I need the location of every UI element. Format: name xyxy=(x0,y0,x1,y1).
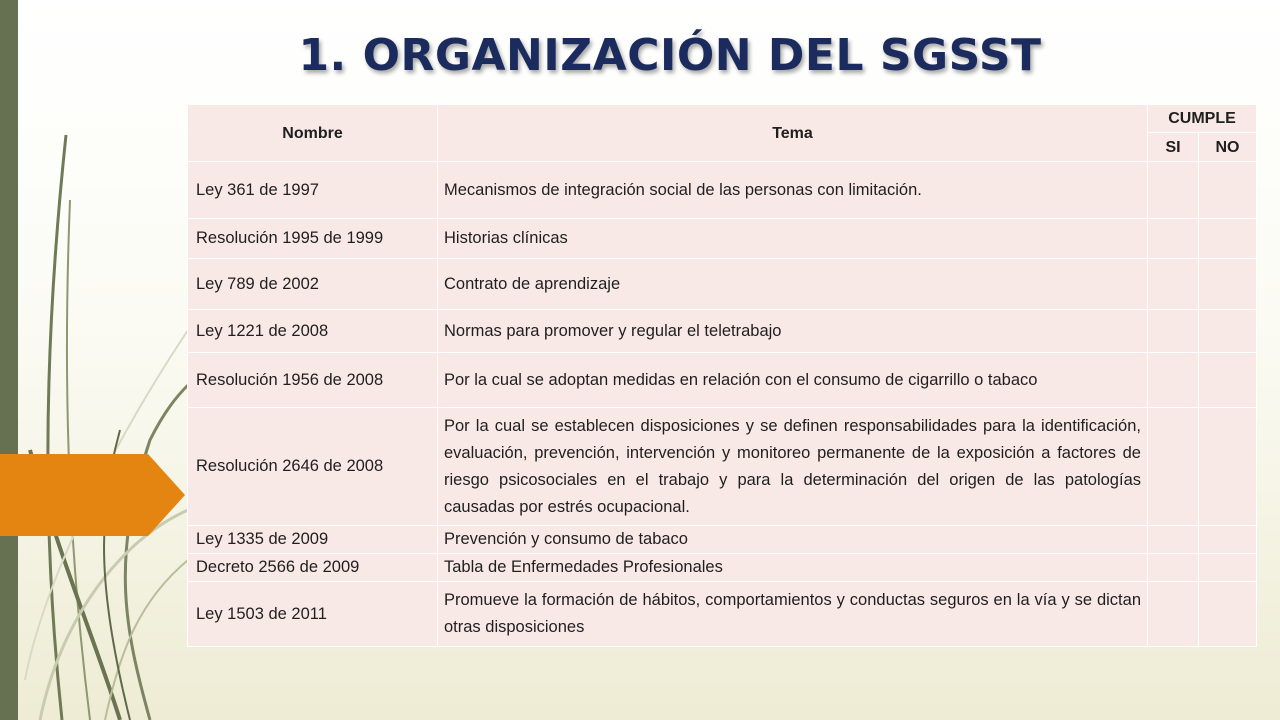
cell-nombre: Ley 1503 de 2011 xyxy=(188,582,438,647)
table-row xyxy=(188,526,1257,554)
cell-tema: Normas para promover y regular el teletrabajo xyxy=(438,310,1148,353)
cell-si xyxy=(1148,554,1199,582)
cell-tema: Mecanismos de integración social de las personas con limitación. xyxy=(438,162,1148,219)
cell-tema: Por la cual se establecen disposiciones y se definen responsabilidades para la identificación, evaluación, prevención, intervención y monitoreo permanente de la exposición a factores de riesgo psicosociales en el trabajo y para la determinación del origen de las patologías causadas por estrés ocupacional. xyxy=(438,408,1148,526)
cell-no xyxy=(1199,162,1257,219)
cell-si xyxy=(1148,259,1199,310)
cell-nombre: Resolución 1956 de 2008 xyxy=(188,353,438,408)
cell-si xyxy=(1148,353,1199,408)
cell-nombre: Ley 1335 de 2009 xyxy=(188,526,438,554)
cell-tema: Contrato de aprendizaje xyxy=(438,259,1148,310)
cell-si xyxy=(1148,526,1199,554)
cell-tema: Prevención y consumo de tabaco xyxy=(438,526,1148,554)
header-tema: Tema xyxy=(438,105,1148,162)
cell-nombre: Decreto 2566 de 2009 xyxy=(188,554,438,582)
cell-si xyxy=(1148,582,1199,647)
cell-si xyxy=(1148,408,1199,526)
cell-no xyxy=(1199,582,1257,647)
cell-nombre: Ley 789 de 2002 xyxy=(188,259,438,310)
cell-no xyxy=(1199,554,1257,582)
cell-no xyxy=(1199,259,1257,310)
cell-no xyxy=(1199,353,1257,408)
header-no: NO xyxy=(1199,133,1257,162)
cell-tema: Promueve la formación de hábitos, comportamientos y conductas seguros en la vía y se dictan otras disposiciones xyxy=(438,582,1148,647)
header-cumple: CUMPLE xyxy=(1148,105,1257,133)
cell-tema: Tabla de Enfermedades Profesionales xyxy=(438,554,1148,582)
table-row xyxy=(188,259,1257,310)
cell-tema: Historias clínicas xyxy=(438,219,1148,259)
table-row xyxy=(188,582,1257,647)
cell-nombre: Ley 361 de 1997 xyxy=(188,162,438,219)
cell-nombre: Resolución 2646 de 2008 xyxy=(188,408,438,526)
cell-nombre: Ley 1221 de 2008 xyxy=(188,310,438,353)
cell-no xyxy=(1199,310,1257,353)
cell-si xyxy=(1148,310,1199,353)
left-accent-bar xyxy=(0,0,18,720)
table-row xyxy=(188,219,1257,259)
cell-si xyxy=(1148,162,1199,219)
header-nombre: Nombre xyxy=(188,105,438,162)
cell-nombre: Resolución 1995 de 1999 xyxy=(188,219,438,259)
orange-arrow-tab xyxy=(0,454,185,536)
page-title: 1. ORGANIZACIÓN DEL SGSST xyxy=(298,30,1042,81)
table-row xyxy=(188,408,1257,526)
table-row xyxy=(188,310,1257,353)
cell-no xyxy=(1199,526,1257,554)
cell-si xyxy=(1148,219,1199,259)
header-si: SI xyxy=(1148,133,1199,162)
table-row xyxy=(188,554,1257,582)
cell-no xyxy=(1199,219,1257,259)
cell-tema: Por la cual se adoptan medidas en relación con el consumo de cigarrillo o tabaco xyxy=(438,353,1148,408)
table-row xyxy=(188,162,1257,219)
normativa-table xyxy=(187,104,1256,647)
table-row xyxy=(188,353,1257,408)
cell-no xyxy=(1199,408,1257,526)
